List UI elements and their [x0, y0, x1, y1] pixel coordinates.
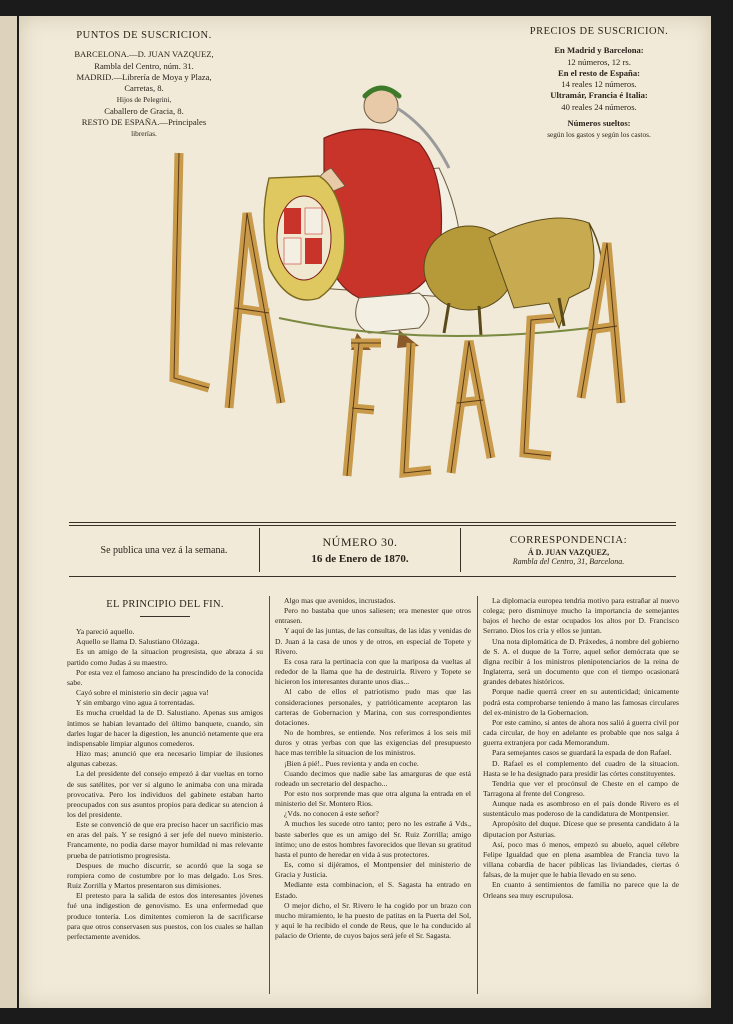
column-divider [269, 596, 270, 994]
newspaper-page [19, 16, 711, 1008]
article-paragraph: En cuanto á sentimientos de familia no parece que la de Orleans sea muy escrupulosa. [483, 880, 679, 900]
article-column-2 [275, 596, 471, 941]
subscription-points-title: PUNTOS DE SUSCRICION. [76, 30, 212, 41]
article-paragraph: Pero no bastaba que unos saliesen; era menester que otros entrasen. [275, 606, 471, 626]
article-paragraph: ¡Bien á pié!.. Pues revienta y anda en coche. [284, 758, 419, 768]
price-line: 12 números, 12 rs. [567, 56, 631, 67]
article-paragraph: Hizo mas; anunció que era necesario limpiar de ilusiones algunas cabezas. [67, 749, 263, 769]
article-paragraph: ¿Vds. no conocen á este señor? [284, 809, 379, 819]
letter-l [174, 153, 209, 388]
article-paragraph: Para semejantes casos se guardará la espada de don Rafael. [492, 748, 672, 758]
price-line: 14 reales 12 números. [561, 79, 637, 90]
article-title: EL PRINCIPIO DEL FIN. [106, 599, 224, 610]
article-paragraph: Apropósito del duque. Dícese que se presenta candidato á la diputacion por Asturias. [483, 819, 679, 839]
letter-c [524, 318, 554, 456]
article-paragraph: D. Rafael es el complemento del cuadro de la situacion. Hasta se le ha designado para presidir las córtes constituyentes. [483, 758, 679, 778]
subscription-prices-title: PRECIOS DE SUSCRICION. [529, 26, 669, 37]
top-rule [69, 522, 676, 523]
price-line: En Madrid y Barcelona: [554, 45, 644, 56]
publication-info-band [69, 522, 676, 578]
price-line: 40 reales 24 números. [561, 101, 637, 112]
article-paragraph: Aquello se llama D. Salustiano Olózaga. [76, 637, 200, 647]
article-paragraph: Este se convenció de que era preciso hacer un sacrificio mas en aras del país. Y se resignó á ser jefe del nuevo ministerio. Francamente, no podia darse mayor humildad ni mas relevante prueba de patriotismo progresista. [67, 820, 263, 860]
correspondence-title: CORRESPONDENCIA: [509, 534, 628, 546]
price-line: Números sueltos: [567, 118, 631, 129]
coat-of-arms-shield [264, 176, 345, 300]
article-column-1 [67, 596, 263, 942]
article-paragraph: Es un amigo de la situacion progresista, que abraza á su partido como Judas á su maestro. [67, 647, 263, 667]
article-paragraph: O mejor dicho, el Sr. Rivero le ha cogido por un brazo con mucho miramiento, le ha puesto de patitas en la Puerta del Sol, y aquí le ha recibido el conde de Reus, que le ha conducido al palacio de Oriente, de cuyos bajos será jefe el Sr. Sagasta. [275, 900, 471, 941]
article-paragraph: Y aquí de las juntas, de las consultas, de las idas y venidas de D. Juan á la casa de unos y de otros, en especial de Topete y Rivero. [275, 626, 471, 656]
article-paragraph: Mediante esta combinacion, el S. Sagasta ha entrado en Estado. [275, 880, 471, 900]
correspondence-name: Á D. JUAN VAZQUEZ, [527, 548, 610, 557]
article-paragraph: Porque nadie querrá creer en su autenticidad; únicamente podrá esta comprobarse teniendo á mano las famosas circulares del ex-ministro de la Gobernacion. [483, 687, 679, 717]
subscription-line: RESTO DE ESPAÑA.—Principales [81, 117, 207, 128]
subscription-line: Hijos de Pelegrini, [116, 95, 172, 105]
article-paragraph: Aunque nada es asombroso en el país donde Rivero es el sustentáculo mas poderoso de la candidatura de Montpensier. [483, 799, 679, 819]
article-columns [67, 596, 679, 1006]
issue-date: 16 de Enero de 1870. [311, 553, 409, 565]
letter-f [347, 343, 381, 476]
article-paragraph: Es mucha crueldad la de D. Salustiano. Apenas sus amigos íntimos se habian levantado del último banquete, cuando, sin darles lugar de hacer la digestion, les anunció netamente que era indispensable limpiar algunos comederos. [67, 708, 263, 748]
article-paragraph: No de hombres, se entiende. Nos referimos á los seis mil duros y otras yerbas con que las exigencias del presupuesto hace mas terrible la situacion de los ministros. [275, 728, 471, 758]
article-paragraph: La del presidente del consejo empezó á dar vueltas en torno de sus satélites, por ver si alguno le animaba con una mirada provocativa. Pero los individuos del gabinete estaban harto preocupados con sus asuntos propios para dedicar su atencion á los del presidente. [67, 769, 263, 819]
top-rule-thin [69, 525, 676, 526]
issue-info [259, 528, 461, 572]
correspondence-address: Rambla del Centro, 31, Barcelona. [512, 557, 625, 566]
letter-a-second [451, 341, 491, 473]
subscription-line: Caballero de Gracia, 8. [104, 105, 184, 116]
price-line: Ultramár, Francia é Italia: [550, 90, 648, 101]
masthead-illustration [119, 58, 659, 488]
subscription-line: BARCELONA.—D. JUAN VAZQUEZ, [74, 49, 214, 60]
previous-page-edge [0, 16, 17, 1008]
article-paragraph: A muchos les sucede otro tanto; pero no les estrañe á Vds., baste saberles que es un amigo del Sr. Ruiz Zorrilla; amigo íntimo; uno de estos hombres favorecidos que llevan su gratitud hasta el punto de heredar en vida á sus protectores. [275, 819, 471, 859]
article-paragraph: La diplomacia europea tendria motivo para estrañar al nuevo colega; pero disminuye mucho la importancia de semejantes bajos el hecho de estar ocupados los altos por D. Francisco Serrano. Dios los cria y ellos se juntan. [483, 596, 679, 636]
article-paragraph: Algo mas que avenidos, incrustados. [284, 596, 396, 605]
subscription-line: MADRID.—Librería de Moya y Plaza, [76, 71, 212, 82]
issue-number: NÚMERO 30. [322, 535, 398, 549]
article-paragraph: Por este camino, si antes de ahora nos salió á guerra civil por cada circular, de hoy en adelante es probable que nos salga á guerra extranjera por cada Memorandum. [483, 717, 679, 748]
correspondence [461, 528, 676, 572]
article-paragraph: Y sin embargo vino agua á torrentadas. [76, 698, 195, 708]
article-paragraph: El pretesto para la salida de estos dos interesantes jóvenes fué una indigestion de genovismo. Es una enfermedad que produce tontería. Los dimitentes comieron la de sacrificarse para que otros conservasen sus puestos, con los cuales se hallan perfectamente avenidos. [67, 891, 263, 941]
bottom-rule [69, 576, 676, 577]
article-paragraph: Por esta vez el famoso anciano ha prescindido de la conocida sabe. [67, 667, 263, 687]
subscription-line: Rambla del Centro, núm. 31. [94, 60, 194, 71]
article-paragraph: Cuando decimos que nadie sabe las amarguras de que está rodeado un secretario del despacho... [275, 768, 471, 788]
subscription-line: librerías. [131, 129, 157, 139]
article-column-3 [483, 596, 679, 901]
article-paragraph: Por esto nos sorprende mas que otra alguna la entrada en el ministerio del Sr. Montero Rios. [275, 788, 471, 809]
article-paragraph: Una nota diplomática de D. Práxedes, á nombre del gobierno de S. A. el duque de la Torre, aquel señor demócrata que se digna recibir á los ministros plenipotenciarios de la reina de Inglaterra, será un documento que con el tiempo ocasionará grandes debates históricos. [483, 636, 679, 687]
article-paragraph: Despues de mucho discurrir, se acordó que la soga se rompiera como de costumbre por lo mas delgado. Los Sres. Ruiz Zorrilla y Martos presentaron sus dimisiones. [67, 860, 263, 891]
article-paragraph: Así, poco mas ó menos, empezó su abuelo, aquel célebre Felipe Igualdad que en plena asamblea de Francia tuvo la villana cobardía de hacer públicas las liviandades, ciertas ó falsas, de la mujer que le habia llevado en su seno. [483, 839, 679, 880]
article-paragraph: Es, como si dijéramos, el Montpensier del ministerio de Gracia y Justicia. [275, 860, 471, 880]
price-line: En el resto de España: [558, 67, 640, 78]
frequency-note: Se publica una vez á la semana. [100, 544, 228, 556]
price-line: según los gastos y según los castos. [547, 130, 651, 140]
letter-l-second [404, 343, 431, 473]
article-paragraph: Es cosa rara la pertinacia con que la mariposa da vueltas al rededor de la llama que ha de destruirla. Rivero y Topete se hicieron los interesantes durante unos dias... [275, 656, 471, 687]
subscription-line: Carretas, 8. [124, 83, 164, 94]
title-rule [140, 616, 190, 617]
article-paragraph: Cayó sobre el ministerio sin decir ¡agua va! [76, 688, 209, 698]
column-divider [477, 596, 478, 994]
article-paragraph: Tendria que ver el procónsul de Cheste en el campo de Tarragona al frente del Congreso. [483, 778, 679, 798]
article-paragraph: Ya pareció aquello. [76, 627, 135, 637]
article-paragraph: Al cabo de ellos el patriotismo pudo mas que las consideraciones personales, y patrióticamente aceptaron las carteras de Gobernacion y Marina, con sus correspondientes dotaciones. [275, 687, 471, 727]
